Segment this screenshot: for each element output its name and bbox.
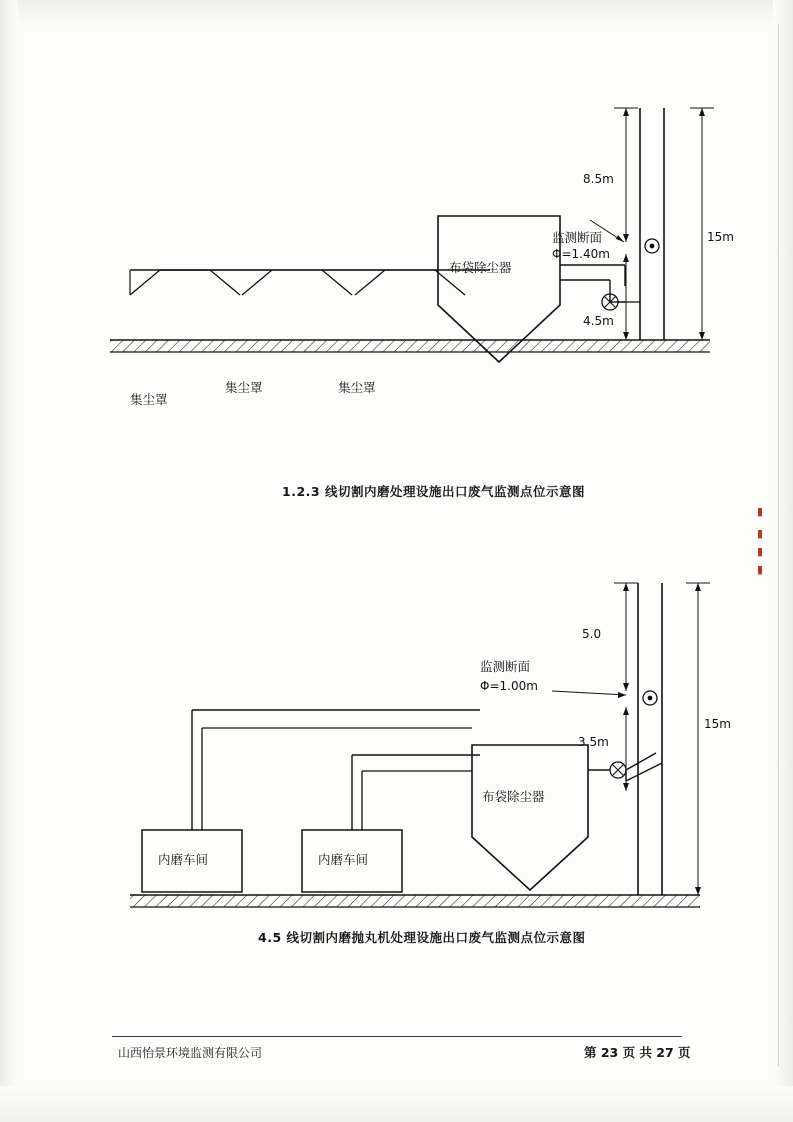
dust-hood-1 bbox=[130, 270, 240, 295]
dust-hood-2 bbox=[242, 270, 352, 295]
figure-2-caption: 4.5 线切割内磨抛丸机处理设施出口废气监测点位示意图 bbox=[258, 930, 586, 945]
label-stack-height-1: 15m bbox=[707, 230, 734, 244]
label-dust-hood-3: 集尘罩 bbox=[338, 380, 376, 395]
label-bag-dust-collector-1: 布袋除尘器 bbox=[449, 260, 512, 275]
label-dust-hood-2: 集尘罩 bbox=[225, 380, 263, 395]
figure-2-diagram bbox=[90, 565, 750, 915]
label-height-lower-1: 4.5m bbox=[583, 314, 614, 328]
label-monitor-section-2: 监测断面 bbox=[480, 659, 531, 674]
label-height-lower-2: 3.5m bbox=[578, 735, 609, 749]
footer-company: 山西怡景环境监测有限公司 bbox=[118, 1046, 263, 1060]
ground-hatch-2 bbox=[130, 895, 700, 907]
bag-dust-collector-2 bbox=[472, 745, 588, 890]
label-workshop-2: 内磨车间 bbox=[318, 852, 369, 867]
page-rule-right bbox=[778, 24, 779, 1066]
label-dust-hood-1: 集尘罩 bbox=[130, 392, 168, 407]
page-edge-right bbox=[773, 0, 793, 1122]
figure-1-diagram bbox=[90, 90, 750, 460]
label-workshop-1: 内磨车间 bbox=[158, 852, 209, 867]
margin-marks: ▮ ▮ ▮ ▮ bbox=[757, 505, 764, 576]
footer-divider bbox=[112, 1036, 682, 1037]
page-edge-left bbox=[0, 0, 18, 1122]
label-stack-height-2: 15m bbox=[704, 717, 731, 731]
figure-1-caption: 1.2.3 线切割内磨处理设施出口废气监测点位示意图 bbox=[282, 484, 585, 499]
figure-1-svg bbox=[90, 90, 750, 460]
label-bag-dust-collector-2: 布袋除尘器 bbox=[482, 789, 545, 804]
footer-page-number: 第 23 页 共 27 页 bbox=[584, 1045, 691, 1060]
leader-line-monitor-2 bbox=[552, 691, 626, 695]
page-edge-bottom bbox=[0, 1086, 793, 1122]
page-edge-top bbox=[0, 0, 793, 26]
label-height-upper-1: 8.5m bbox=[583, 172, 614, 186]
ground-hatch bbox=[110, 340, 710, 352]
label-monitor-section-1: 监测断面 bbox=[552, 230, 603, 245]
label-monitor-diameter-1: Φ=1.40m bbox=[552, 247, 610, 261]
label-height-upper-2: 5.0 bbox=[582, 627, 602, 641]
label-monitor-diameter-2: Φ=1.00m bbox=[480, 679, 538, 693]
